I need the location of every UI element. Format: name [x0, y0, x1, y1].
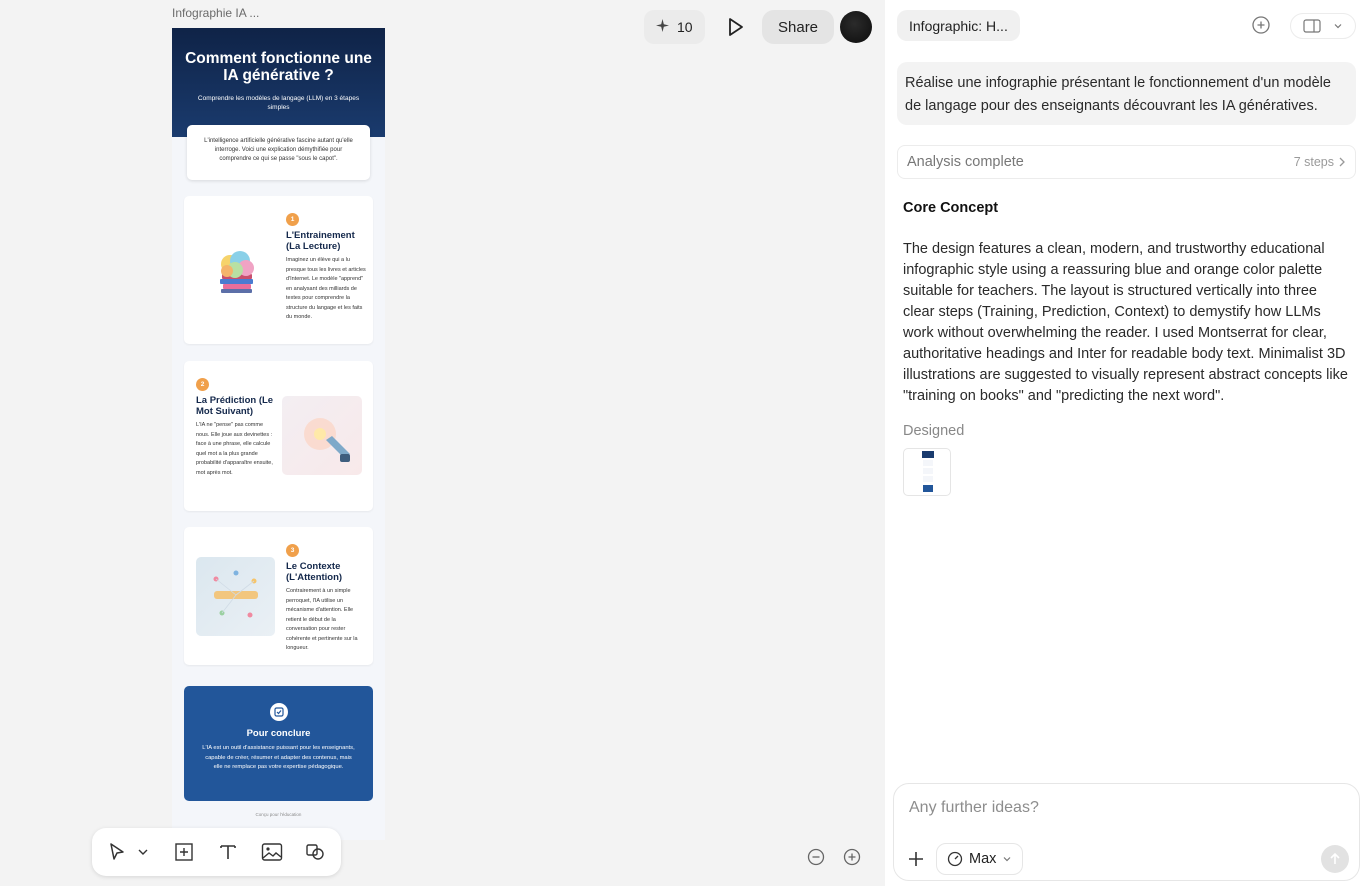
intro-card: L'intelligence artificielle générative fascine autant qu'elle interroge. Voici une explication démythifiée pour comprendre ce qui se passe "sous le capot". — [187, 125, 370, 180]
infographic-subtitle: Comprendre les modèles de langage (LLM) en 3 étapes simples — [197, 95, 360, 111]
sparkle-icon — [656, 19, 669, 35]
user-message: Réalise une infographie présentant le fonctionnement d'un modèle de langage pour des enseignants découvrant les IA génératives. — [897, 62, 1356, 125]
credits-button[interactable] — [644, 10, 705, 44]
plus-circle-icon — [843, 848, 861, 866]
frame-icon — [174, 842, 194, 862]
text-icon — [218, 842, 238, 862]
brain-books-illustration — [210, 244, 264, 298]
chevron-right-icon — [1338, 157, 1346, 167]
step-card-2 — [184, 361, 373, 511]
step-card-3 — [184, 527, 373, 665]
design-thumbnail[interactable] — [903, 448, 951, 496]
infographic-footer: Conçu pour l'éducation — [255, 812, 302, 817]
prompt-composer — [893, 783, 1360, 881]
conclusion-body: L'IA est un outil d'assistance puissant pour les enseignants, capable de créer, résumer et adapter des contenus, mais elle ne remplace pas votre expertise pédagogique. — [202, 745, 355, 770]
chevron-down-icon[interactable] — [136, 840, 150, 864]
attach-button[interactable] — [904, 847, 928, 871]
concept-text: The design features a clean, modern, and trustworthy educational infographic style using a reassuring blue and orange color palette suitable for teachers. The layout is structured vertically into three clear steps (Training, Prediction, Context) to demystify how LLMs work without overwhelming the reader. I used Montserrat for clear, authoritative headings and Inter for readable body text. Minimalist 3D illustrations are suggested to visually represent abstract concepts like "training on books" and "predicting the next word". — [903, 241, 1348, 404]
new-chat-button[interactable] — [1251, 15, 1271, 40]
plus-icon — [904, 847, 928, 871]
frame-label[interactable]: Infographie IA ... — [172, 6, 260, 20]
sidebar-layout-icon — [1303, 19, 1321, 33]
chevron-down-icon — [1002, 854, 1012, 864]
shapes-icon — [305, 842, 325, 862]
step-title: La Prédiction (Le Mot Suivant) — [196, 395, 274, 417]
step-card-1 — [184, 196, 373, 344]
canvas-toolbar — [92, 828, 341, 876]
shapes-tool[interactable] — [303, 840, 327, 864]
conclusion-title: Pour conclure — [246, 728, 311, 739]
zoom-in-button[interactable] — [843, 848, 861, 866]
analysis-steps-count: 7 steps — [1293, 155, 1334, 169]
select-tool[interactable] — [105, 840, 129, 864]
zoom-out-button[interactable] — [807, 848, 825, 866]
step-body: Imaginez un élève qui a lu presque tous les livres et articles d'Internet. Le modèle "apprend" en analysant des milliards de textes pour comprendre la structure du langage et les faits du monde. — [286, 257, 366, 320]
credits-count: 10 — [677, 19, 693, 35]
model-label: Max — [969, 851, 997, 867]
image-icon — [261, 842, 283, 862]
arrow-up-icon — [1328, 852, 1342, 866]
robot-hand-illustration — [282, 396, 362, 475]
image-tool[interactable] — [260, 840, 284, 864]
checkmark-icon — [270, 703, 288, 721]
concept-heading: Core Concept — [903, 200, 999, 216]
chat-title-chip[interactable]: Infographic: H... — [897, 10, 1020, 41]
step-number-badge: 2 — [196, 378, 209, 391]
step-title: Le Contexte (L'Attention) — [286, 561, 343, 583]
step-body: Contrairement à un simple perroquet, l'IA utilise un mécanisme d'attention. Elle retient le début de la conversation pour rester cohérente et pertinente sur la longueur. — [286, 588, 358, 651]
analysis-label: Analysis complete — [907, 154, 1024, 170]
step-number-badge: 3 — [286, 544, 299, 557]
step-body: L'IA ne "pense" pas comme nous. Elle joue aux devinettes : face à une phrase, elle calcule quel mot a la plus grande probabilité d'apparaître ensuite, mot après mot. — [196, 422, 273, 476]
play-icon — [724, 16, 746, 38]
send-button[interactable] — [1321, 845, 1349, 873]
chat-panel — [885, 0, 1364, 886]
conclusion-card — [184, 686, 373, 801]
attention-network-illustration — [196, 557, 275, 636]
minus-circle-icon — [807, 848, 825, 866]
model-selector[interactable] — [936, 843, 1023, 875]
play-button[interactable] — [724, 16, 746, 43]
gauge-icon — [947, 851, 963, 867]
infographic-title: Comment fonctionne une IA générative ? — [185, 50, 372, 84]
step-number-badge: 1 — [286, 213, 299, 226]
cursor-icon — [107, 842, 127, 862]
designed-label: Designed — [903, 423, 965, 439]
frame-tool[interactable] — [172, 840, 196, 864]
step-title: L'Entrainement (La Lecture) — [286, 230, 355, 252]
avatar[interactable] — [840, 11, 872, 43]
add-chat-icon — [1251, 15, 1271, 35]
prompt-input[interactable]: Any further ideas? — [909, 799, 1039, 816]
infographic-hero — [172, 28, 385, 137]
layout-toggle-button[interactable] — [1290, 13, 1356, 39]
analysis-steps — [1294, 155, 1346, 169]
analysis-summary[interactable] — [897, 145, 1356, 179]
share-button[interactable]: Share — [762, 10, 834, 44]
infographic-artboard[interactable] — [172, 28, 385, 840]
chevron-down-icon — [1333, 21, 1343, 31]
text-tool[interactable] — [216, 840, 240, 864]
